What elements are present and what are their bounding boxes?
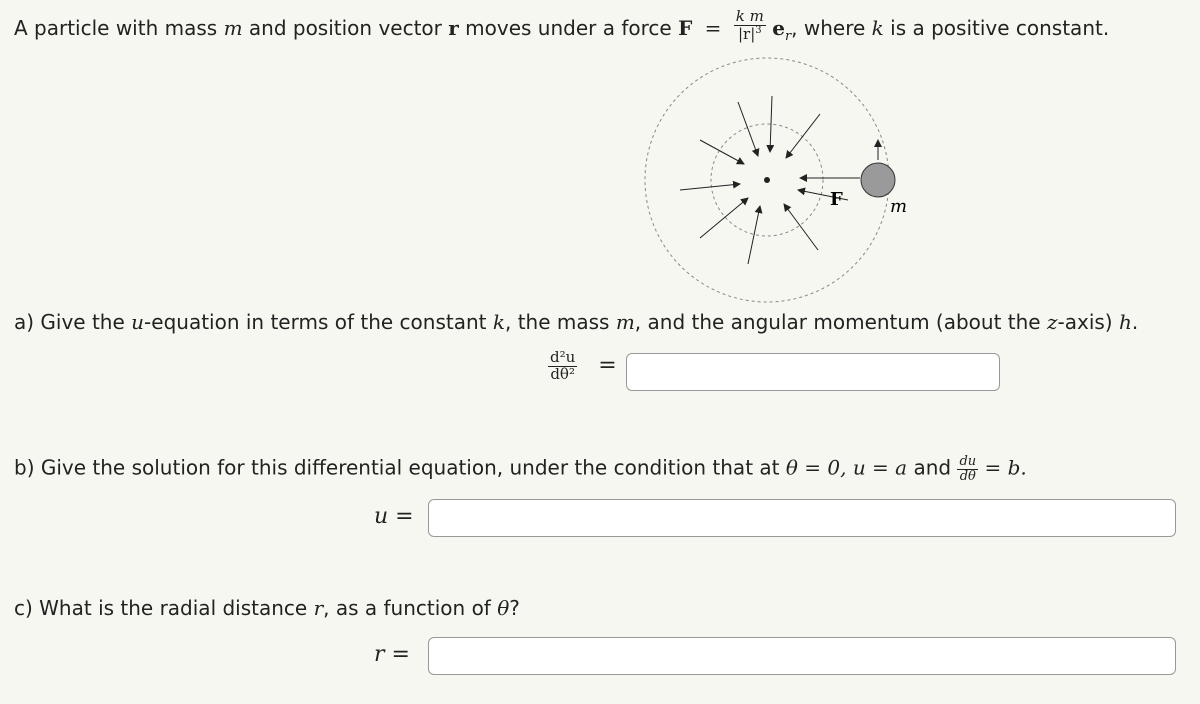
force-diagram — [0, 40, 1200, 340]
part-b-answer-input[interactable] — [428, 499, 1176, 537]
part-a-lhs: $\frac{\text{d²u}}{\text{dθ²}}$ = — [550, 348, 617, 383]
part-c-question: c) What is the radial distance r, as a function of θ? — [14, 596, 520, 620]
part-a-answer-input[interactable] — [626, 353, 1000, 391]
force-arrow — [786, 114, 820, 158]
force-fraction: $\frac{\text{k m}}{|r|^3}$ — [735, 6, 764, 43]
force-arrow — [700, 198, 748, 238]
force-arrow — [680, 184, 740, 190]
force-arrow — [738, 102, 758, 156]
mass-label: m — [890, 196, 908, 217]
force-arrow — [700, 140, 744, 164]
part-c-answer-input[interactable] — [428, 637, 1176, 675]
force-label: F — [830, 189, 843, 210]
particle — [861, 163, 895, 197]
force-arrow — [784, 204, 818, 250]
part-a-question: a) Give the u-equation in terms of the constant k, the mass m, and the angular momentum (about the z-axis) h. — [14, 310, 1139, 334]
center-dot — [764, 177, 770, 183]
part-c-lhs: r = — [374, 642, 410, 667]
part-b-question: b) Give the solution for this differential equation, under the condition that at θ = 0, u = a and $\frac{du}{d\theta}$ = b. — [14, 454, 1027, 484]
intro-text: A particle with mass m and position vector r moves under a force F = $\frac{\text{k m}}{|r|^3}$ $e_r$, where k is a positive constant. — [14, 6, 1110, 44]
part-b-lhs: u = — [374, 504, 414, 529]
